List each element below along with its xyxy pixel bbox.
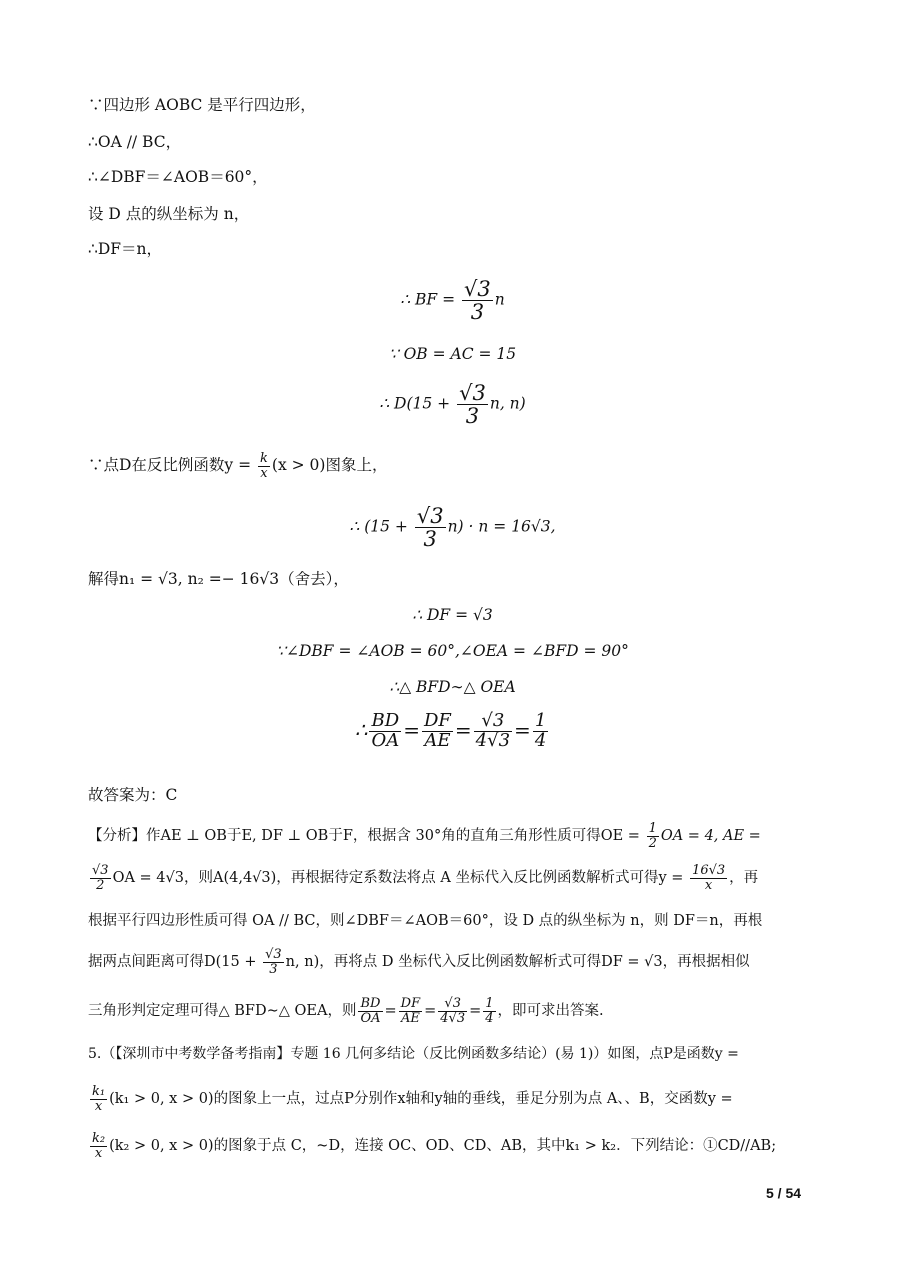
- text-line: ∴∠DBF＝∠AOB＝60°，: [88, 168, 268, 186]
- text-line-solution: 解得n₁ = √3, n₂ =− 16√3（舍去），: [88, 570, 349, 588]
- text-line: ∴DF＝n，: [88, 240, 163, 258]
- text-line: ∴OA // BC，: [88, 133, 182, 151]
- equation-similar: ∴△ BFD∼△ OEA: [389, 678, 516, 696]
- text-line: ∵四边形 AOBC 是平行四边形，: [88, 96, 316, 114]
- analysis-line-1: 【分析】作AE ⊥ OB于E, DF ⊥ OB于F，根据含 30°角的直角三角形性质可得OE = $\frac{1}{2}$ OA = 4, AE =: [88, 821, 761, 851]
- page-number: 5 / 54: [766, 1185, 802, 1201]
- text-line-d-on-curve: ∵点D在反比例函数y = $\frac{k}{x}$ (x > 0)图象上，: [88, 451, 388, 481]
- analysis-line-5: 三角形判定定理可得△ BFD∼△ OEA，则 $\frac{BD}{OA}$ = $\frac{DF}{AE}$ = $\frac{√3}{4√3}$ = $\frac{1}{4}$ ，即可求出答案.: [88, 996, 604, 1026]
- analysis-line-2: $\frac{√3}{2}$ OA = 4√3，则A(4,4√3)，再根据待定系数法将点 A 坐标代入反比例函数解析式可得y = $\frac{16√3}{x}$ ，再: [92, 863, 759, 893]
- equation-df: ∴ DF = √3: [412, 606, 493, 624]
- equation-ob-ac: ∵ OB = AC = 15: [388, 345, 517, 363]
- equation-solve: ∴ (15 + $\frac{√3}{3}$ n) · n = 16√3,: [349, 504, 556, 552]
- equation-angles: ∵∠DBF = ∠AOB = 60°,∠OEA = ∠BFD = 90°: [276, 642, 629, 660]
- answer-line: 故答案为：C: [88, 786, 178, 804]
- text-line: 设 D 点的纵坐标为 n，: [88, 205, 250, 223]
- equation-d-point: ∴ D(15 + $\frac{√3}{3}$ n, n): [379, 381, 526, 429]
- equation-bf: ∴ BF = $\frac{√3}{3}$ n: [400, 277, 505, 325]
- question-5-line-1: 5.（【深圳市中考数学备考指南】专题 16 几何多结论（反比例函数多结论）(易 1)）如图，点P是函数y =: [88, 1046, 739, 1062]
- equation-ratio: ∴ $\frac{BD}{OA}$ = $\frac{DF}{AE}$ = $\frac{√3}{4√3}$ = $\frac{1}{4}$: [354, 710, 547, 751]
- question-5-line-3: $\frac{\text{k₂}}{x}$ (k₂ > 0, x > 0)的图象于点 C，~D，连接 OC、OD、CD、AB，其中k₁ > k₂．下列结论：①CD//AB;: [92, 1131, 777, 1161]
- analysis-line-3: 根据平行四边形性质可得 OA // BC，则∠DBF＝∠AOB＝60°，设 D 点的纵坐标为 n，则 DF＝n，再根: [88, 913, 763, 929]
- question-5-line-2: $\frac{\text{k₁}}{x}$ (k₁ > 0, x > 0)的图象上一点，过点P分别作x轴和y轴的垂线，垂足分别为点 A、、B，交函数y =: [92, 1084, 733, 1114]
- analysis-line-4: 据两点间距离可得D(15 + $\frac{√3}{3}$ n, n)，再将点 D 坐标代入反比例函数解析式可得DF = √3，再根据相似: [88, 947, 750, 977]
